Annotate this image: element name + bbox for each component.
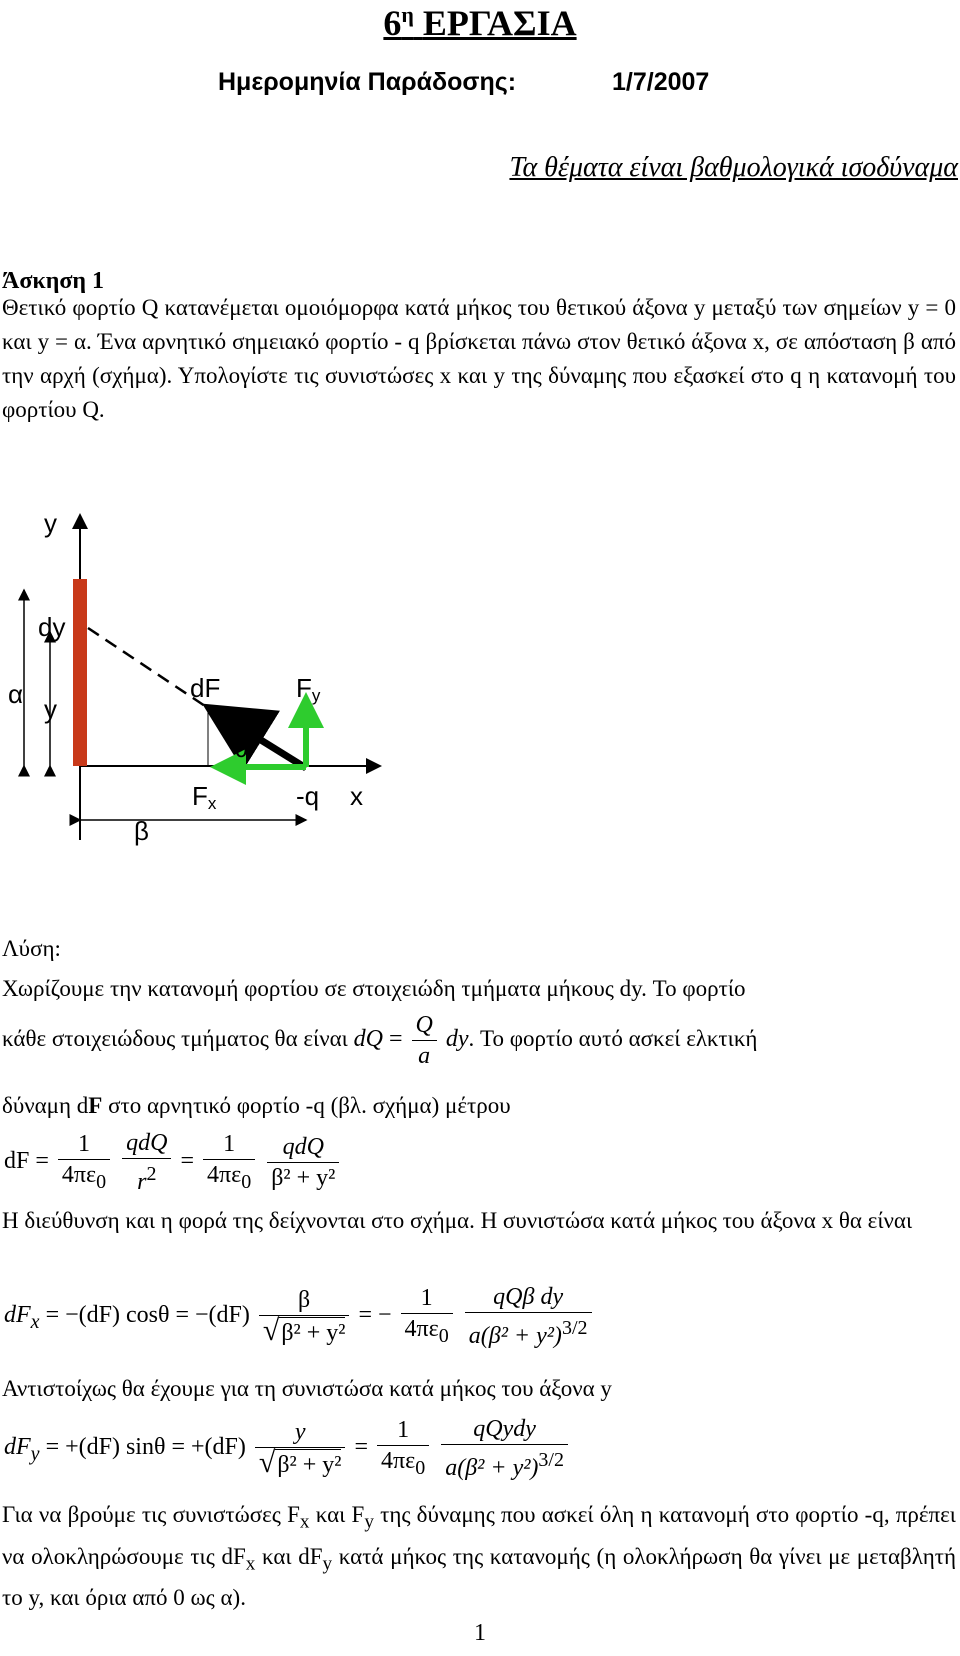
solution-paragraph-4: Η διεύθυνση και η φορά της δείχνονται στο σχήμα. Η συνιστώσα κατά μήκος του άξονα x θα είναι [2,1208,913,1233]
label-y-distance: y [44,694,57,724]
solution-paragraph-5: Αντιστοίχως θα έχουμε για τη συνιστώσα κατά μήκος του άξονα y [2,1376,612,1401]
label-minus-q: -q [296,781,320,811]
dq-equation: dQ = $\frac{Q}{a}$ dy [353,1012,469,1069]
label-beta: β [134,816,149,846]
label-theta: θ [234,733,249,763]
charge-distribution-figure [0,490,420,890]
title-superscript: η [401,2,414,27]
label-Fx: Fx [192,781,217,813]
title-number: 6 [383,3,402,43]
charged-rod [73,579,87,766]
solution-paragraph-2: κάθε στοιχειώδους τμήματος θα είναι dQ = $\frac{Q}{a}$ dy. Το φορτίο αυτό ασκεί ελκτική [2,1012,758,1069]
dF-equation: dF = $\frac{1}{4\pi\varepsilon_0}$ $\frac{\text{qdQ}}{r^2}$ = $\frac{1}{4\pi\varepsilon_0}$ $\frac{\text{qdQ}}{\text{β² + y²}}$ [4,1128,342,1197]
dFx-equation: $dF_x = -(dF) \cos\theta = -(dF)$ $\frac{\beta}{\text{√β² + y²}}$ = − $\frac{1}{4\pi\varepsilon_0}$ $\frac{\text{qQβ dy}}{a(\beta^2 + y^2)^{3/2}}$ [4,1282,595,1351]
label-x-axis: x [350,781,363,811]
dFy-equation: $dF_y = +(dF) \sin\theta = +(dF)$ $\frac{y}{\text{√β² + y²}}$ = $\frac{1}{4\pi\varepsilon_0}$ $\frac{\text{qQydy}}{a(\beta^2 + y^2)^{3/2}}$ [4,1414,571,1483]
grading-note: Τα θέματα είναι βαθμολογικά ισοδύναμα [509,152,958,183]
due-date-line [218,68,710,97]
solution-paragraph-3: δύναμη dF στο αρνητικό φορτίο -q (βλ. σχήμα) μέτρου [2,1093,511,1118]
page-number: 1 [474,1620,486,1646]
exercise-statement: Θετικό φορτίο Q κατανέμεται ομοιόμορφα κατά μήκος του θετικού άξονα y μεταξύ των σημείων y = 0 και y = α. Ένα αρνητικό σημειακό φορτίο - q βρίσκεται πάνω στον θετικό άξονα x, σε απόσταση β από την αρχή (σχήμα). Υπολογίστε τις συνιστώσες x και y της δύναμης που εξασκεί στο q η κατανομή του φορτίου Q. [2,295,956,422]
label-Fy: Fy [296,673,321,705]
label-dy: dy [38,612,66,642]
title-text: ΕΡΓΑΣΙΑ [422,3,577,43]
page-title [0,2,960,44]
exercise-title: Άσκηση 1 [2,268,105,294]
label-alpha: α [8,679,24,709]
due-date-label: Ημερομηνία Παράδοσης: [218,68,517,96]
force-vector [214,711,306,768]
label-dF: dF [190,673,221,703]
solution-heading: Λύση: [2,936,61,961]
solution-paragraph-1: Χωρίζουμε την κατανομή φορτίου σε στοιχειώδη τμήματα μήκους dy. Το φορτίο [2,976,746,1001]
label-y-axis: y [44,508,57,538]
due-date-value: 1/7/2007 [612,68,710,96]
solution-paragraph-6: Για να βρούμε τις συνιστώσες $F_x$ και $F_y$ της δύναμης που ασκεί όλη η κατανομή στο φορτίο -q, πρέπει να ολοκληρώσουμε τις $dF_x$ και $dF_y$ κατά μήκος της κατανομής (η ολοκλήρωση θα γίνει με μεταβλητή το y, και όρια από 0 ως α). [2,1502,957,1611]
